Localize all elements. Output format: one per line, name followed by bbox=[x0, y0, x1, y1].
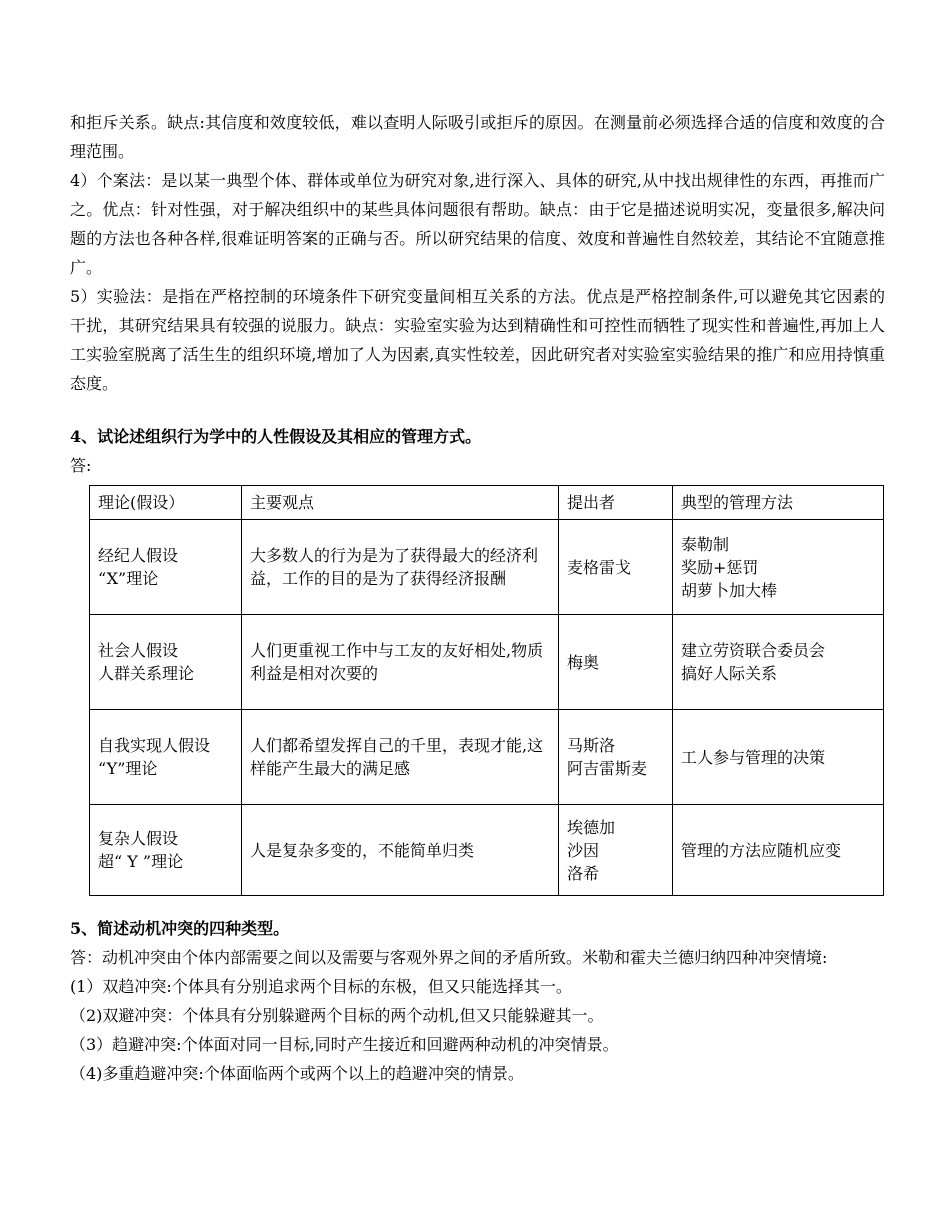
question-4-answer-label: 答: bbox=[70, 456, 92, 475]
cell-method: 泰勒制 奖励+惩罚 胡萝卜加大棒 bbox=[673, 520, 884, 615]
conflict-type-item: (1）双趋冲突:个体具有分别追求两个目标的东极，但又只能选择其一。 bbox=[70, 977, 572, 996]
table-header-row bbox=[90, 486, 884, 520]
cell-proposer: 梅奥 bbox=[559, 615, 673, 710]
paragraph-reliability: 和拒斥关系。缺点:其信度和效度较低，难以查明人际吸引或拒斥的原因。在测量前必须选择合适的信度和效度的合理范围。 bbox=[70, 113, 885, 161]
header-theory: 理论(假设） bbox=[90, 486, 242, 520]
cell-proposer: 麦格雷戈 bbox=[559, 520, 673, 615]
document-page bbox=[70, 108, 885, 1088]
cell-proposer: 马斯洛 阿吉雷斯麦 bbox=[559, 710, 673, 805]
conflict-type-item: （2)双避冲突：个体具有分别躲避两个目标的两个动机,但又只能躲避其一。 bbox=[70, 1006, 604, 1025]
cell-view: 大多数人的行为是为了获得最大的经济利益，工作的目的是为了获得经济报酬 bbox=[242, 520, 559, 615]
question-5-title: 5、简述动机冲突的四种类型。 bbox=[70, 919, 290, 938]
table-row bbox=[90, 805, 884, 896]
cell-view: 人们都希望发挥自己的千里，表现才能,这样能产生最大的满足感 bbox=[242, 710, 559, 805]
conflict-type-item: （4)多重趋避冲突:个体面临两个或两个以上的趋避冲突的情景。 bbox=[70, 1064, 524, 1083]
question-5-answer: 答：动机冲突由个体内部需要之间以及需要与客观外界之间的矛盾所致。米勒和霍夫兰德归纳四种冲突情境: bbox=[70, 948, 828, 967]
cell-view: 人们更重视工作中与工友的友好相处,物质利益是相对次要的 bbox=[242, 615, 559, 710]
table-row bbox=[90, 710, 884, 805]
header-view: 主要观点 bbox=[242, 486, 559, 520]
cell-view: 人是复杂多变的，不能简单归类 bbox=[242, 805, 559, 896]
cell-method: 工人参与管理的决策 bbox=[673, 710, 884, 805]
cell-method: 管理的方法应随机应变 bbox=[673, 805, 884, 896]
cell-theory: 社会人假设 人群关系理论 bbox=[90, 615, 242, 710]
header-proposer: 提出者 bbox=[559, 486, 673, 520]
table-row bbox=[90, 615, 884, 710]
paragraph-case-method: 4）个案法：是以某一典型个体、群体或单位为研究对象,进行深入、具体的研究,从中找出规律性的东西，再推而广之。优点：针对性强，对于解决组织中的某些具体问题很有帮助。缺点：由于它是描述说明实况，变量很多,解决问题的方法也各种各样,很难证明答案的正确与否。所以研究结果的信度、效度和普遍性自然较差，其结论不宜随意推广。 bbox=[70, 171, 885, 277]
human-nature-table bbox=[89, 485, 884, 896]
cell-theory: 经纪人假设 “X”理论 bbox=[90, 520, 242, 615]
conflict-type-item: （3）趋避冲突:个体面对同一目标,同时产生接近和回避两种动机的冲突情景。 bbox=[70, 1035, 619, 1054]
cell-theory: 复杂人假设 超“ Y ”理论 bbox=[90, 805, 242, 896]
header-method: 典型的管理方法 bbox=[673, 486, 884, 520]
paragraph-experiment-method: 5）实验法：是指在严格控制的环境条件下研究变量间相互关系的方法。优点是严格控制条件,可以避免其它因素的干扰，其研究结果具有较强的说服力。缺点：实验室实验为达到精确性和可控性而牺牲了现实性和普遍性,再加上人工实验室脱离了活生生的组织环境,增加了人为因素,真实性较差，因此研究者对实验室实验结果的推广和应用持慎重态度。 bbox=[70, 287, 885, 393]
cell-method: 建立劳资联合委员会 搞好人际关系 bbox=[673, 615, 884, 710]
cell-theory: 自我实现人假设 “Y”理论 bbox=[90, 710, 242, 805]
cell-proposer: 埃德加 沙因 洛希 bbox=[559, 805, 673, 896]
table-row bbox=[90, 520, 884, 615]
question-4-title: 4、试论述组织行为学中的人性假设及其相应的管理方式。 bbox=[70, 427, 482, 446]
